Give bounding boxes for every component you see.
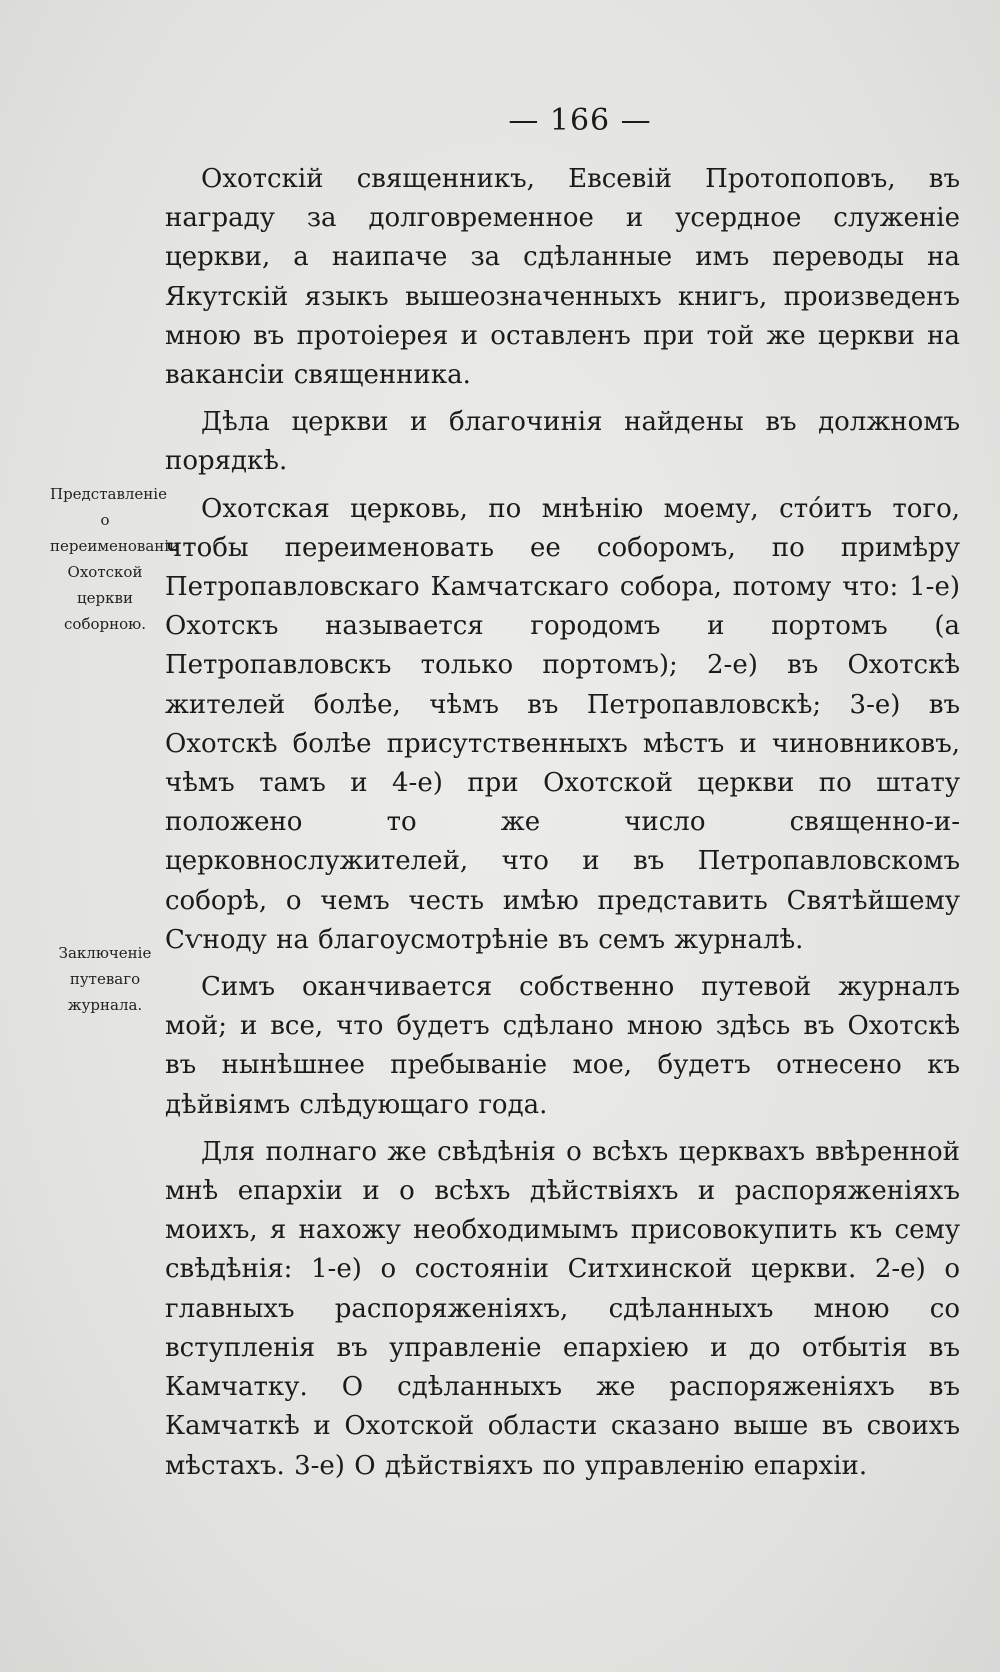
- paragraph-protopopov: Охотскій священникъ, Евсевій Протопоповъ, въ награду за долговременное и усердное служеніе церкви, а наипаче за сдѣланные имъ переводы на Якутскій языкъ вышеозначенныхъ книгъ, произведенъ мною въ протоіерея и оставленъ при той же церкви на вакансіи священника.: [165, 164, 960, 391]
- page-number: — 166 —: [508, 103, 652, 138]
- paragraph-journal-end: Симъ оканчивается собственно путевой журналъ мой; и все, что будетъ сдѣлано мною здѣсь въ Охотскѣ въ нынѣшнее пребываніе мое, будетъ отнесено къ дѣйвіямъ слѣдующаго года.: [165, 972, 960, 1120]
- paragraph-church-affairs: Дѣла церкви и благочинія найдены въ должномъ порядкѣ.: [165, 407, 960, 477]
- paragraph-complete-info: Для полнаго же свѣдѣнія о всѣхъ церквахъ ввѣренной мнѣ епархіи и о всѣхъ дѣйствіяхъ и распоряженіяхъ моихъ, я нахожу необходимымъ присовокупить къ сему свѣдѣнія: 1-е) о состояніи Ситхинской церкви. 2-е) о главныхъ распоряженіяхъ, сдѣланныхъ мною со вступленія въ управленіе епархіею и до отбытія въ Камчатку. О сдѣланныхъ же распоряженіяхъ въ Камчаткѣ и Охотской области сказано выше въ своихъ мѣстахъ. 3-е) О дѣйствіяхъ по управленію епархіи.: [165, 1136, 960, 1481]
- margin-note-renaming-proposal: Представленіе о переименованіи Охотской церкви соборною.: [50, 485, 180, 633]
- margin-note-journal-conclusion: Заключеніе путеваго журнала.: [58, 944, 152, 1014]
- paragraph-okhotsk-church: Охотская церковь, по мнѣнію моему, стóитъ того, чтобы переименовать ее соборомъ, по примѣру Петропавловскаго Камчатскаго собора, потому что: 1-е) Охотскъ называется городомъ и портомъ (а Петропавловскъ только портомъ); 2-е) въ Охотскѣ жителей болѣе, чѣмъ въ Петропавловскѣ; 3-е) въ Охотскѣ болѣе присутственныхъ мѣстъ и чиновниковъ, чѣмъ тамъ и 4-е) при Охотской церкви по штату положено то же число священно-и-церковнослужителей, что и въ Петропавловскомъ соборѣ, о чемъ честь имѣю представить Святѣйшему Сѵноду на благоусмотрѣніе въ семъ журналѣ.: [165, 493, 960, 955]
- main-text: [165, 160, 960, 1494]
